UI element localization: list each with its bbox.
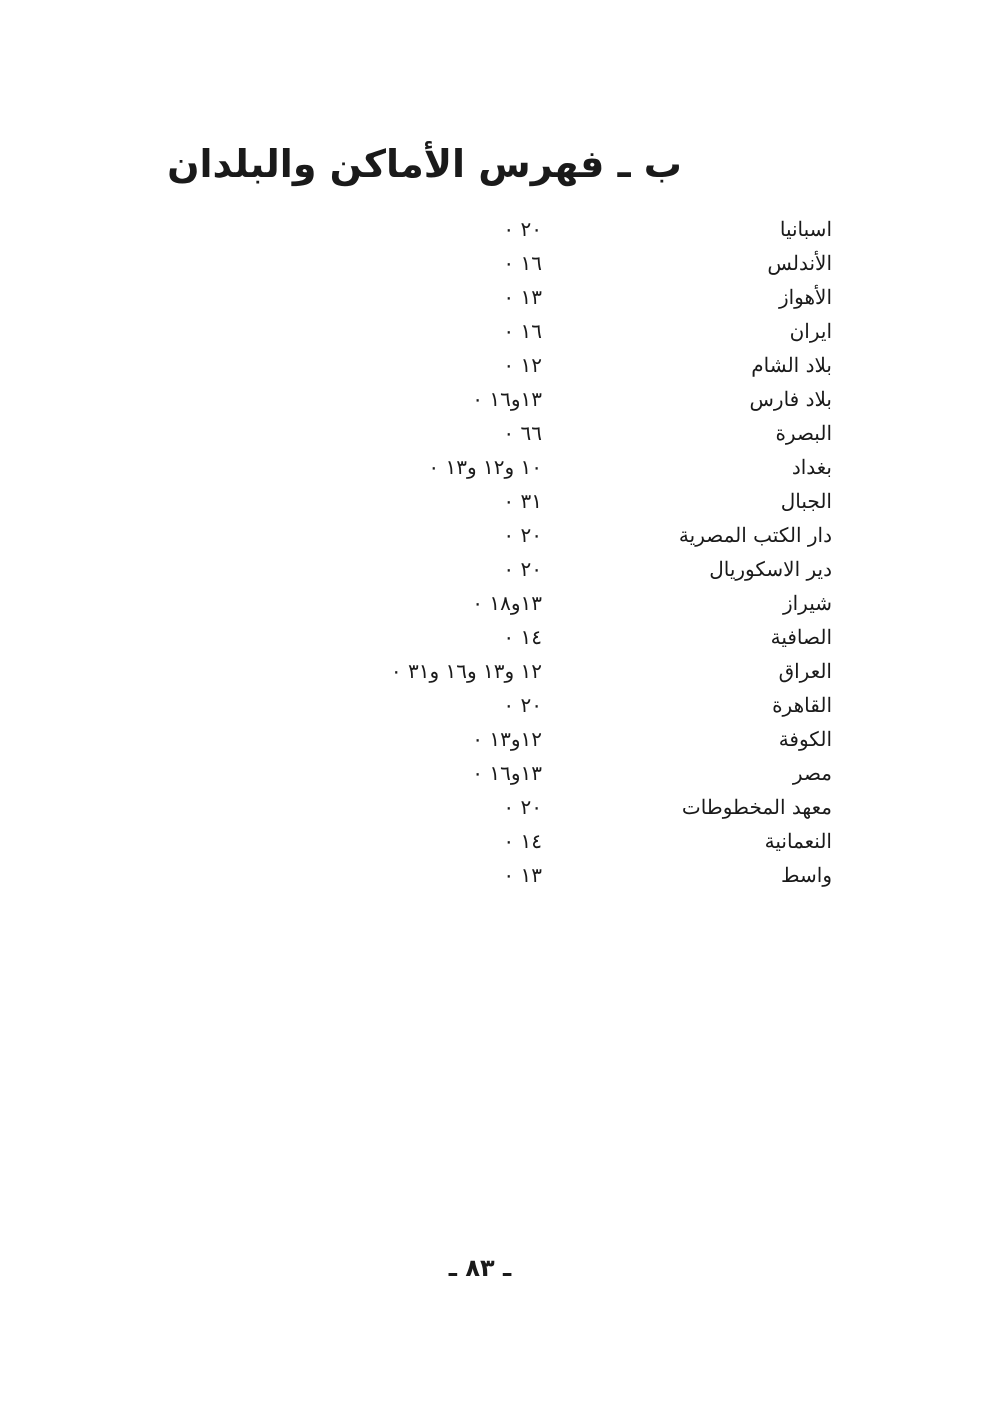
place-name: بغداد <box>791 455 832 479</box>
place-name: مصر <box>792 761 832 785</box>
page-refs: ١٢ ٠ <box>503 353 542 377</box>
page-refs: ١٣و١٨ ٠ <box>472 591 542 615</box>
index-entry <box>312 586 832 620</box>
page-refs: ١٤ ٠ <box>503 829 542 853</box>
page-refs: ١٠ و١٢ و١٣ ٠ <box>428 455 542 479</box>
page-refs: ١٦ ٠ <box>503 251 542 275</box>
index-entry <box>312 790 832 824</box>
page-refs: ٦٦ ٠ <box>503 421 542 445</box>
index-entry <box>312 450 832 484</box>
places-index-list <box>312 212 832 892</box>
page-refs: ١٦ ٠ <box>503 319 542 343</box>
index-entry <box>312 620 832 654</box>
page-refs: ١٣و١٦ ٠ <box>472 387 542 411</box>
page-refs: ٢٠ ٠ <box>503 217 542 241</box>
place-name: الكوفة <box>778 727 832 751</box>
place-name: النعمانية <box>764 829 832 853</box>
index-entry <box>312 348 832 382</box>
index-entry <box>312 858 832 892</box>
index-entry <box>312 518 832 552</box>
place-name: ايران <box>789 319 832 343</box>
place-name: بلاد فارس <box>749 387 832 411</box>
page-refs: ٢٠ ٠ <box>503 795 542 819</box>
index-entry <box>312 212 832 246</box>
place-name: العراق <box>778 659 832 683</box>
page-refs: ٣١ ٠ <box>503 489 542 513</box>
index-entry <box>312 314 832 348</box>
page-refs: ١٢و١٣ ٠ <box>472 727 542 751</box>
page-number: ـ ٨٣ ـ <box>448 1254 512 1282</box>
place-name: دار الكتب المصرية <box>678 523 832 547</box>
place-name: الأندلس <box>767 251 832 275</box>
index-entry <box>312 416 832 450</box>
index-entry <box>312 722 832 756</box>
page-refs: ١٣ ٠ <box>503 863 542 887</box>
index-entry <box>312 824 832 858</box>
place-name: البصرة <box>775 421 832 445</box>
place-name: واسط <box>781 863 832 887</box>
page-refs: ٢٠ ٠ <box>503 523 542 547</box>
page-refs: ١٣و١٦ ٠ <box>472 761 542 785</box>
page-refs: ١٣ ٠ <box>503 285 542 309</box>
index-entry <box>312 688 832 722</box>
place-name: دير الاسكوريال <box>709 557 832 581</box>
place-name: الجبال <box>780 489 832 513</box>
place-name: القاهرة <box>772 693 832 717</box>
page-refs: ٢٠ ٠ <box>503 693 542 717</box>
place-name: معهد المخطوطات <box>681 795 832 819</box>
page-refs: ١٢ و١٣ و١٦ و٣١ ٠ <box>390 659 542 683</box>
index-entry <box>312 654 832 688</box>
index-entry <box>312 756 832 790</box>
page-refs: ٢٠ ٠ <box>503 557 542 581</box>
place-name: الأهواز <box>778 285 832 309</box>
place-name: شيراز <box>782 591 832 615</box>
index-entry <box>312 246 832 280</box>
place-name: اسبانيا <box>779 217 832 241</box>
index-entry <box>312 280 832 314</box>
page-refs: ١٤ ٠ <box>503 625 542 649</box>
place-name: الصافية <box>770 625 832 649</box>
index-entry <box>312 484 832 518</box>
place-name: بلاد الشام <box>751 353 832 377</box>
index-entry <box>312 552 832 586</box>
index-entry <box>312 382 832 416</box>
page-title: ب ـ فهرس الأماكن والبلدان <box>167 142 682 186</box>
